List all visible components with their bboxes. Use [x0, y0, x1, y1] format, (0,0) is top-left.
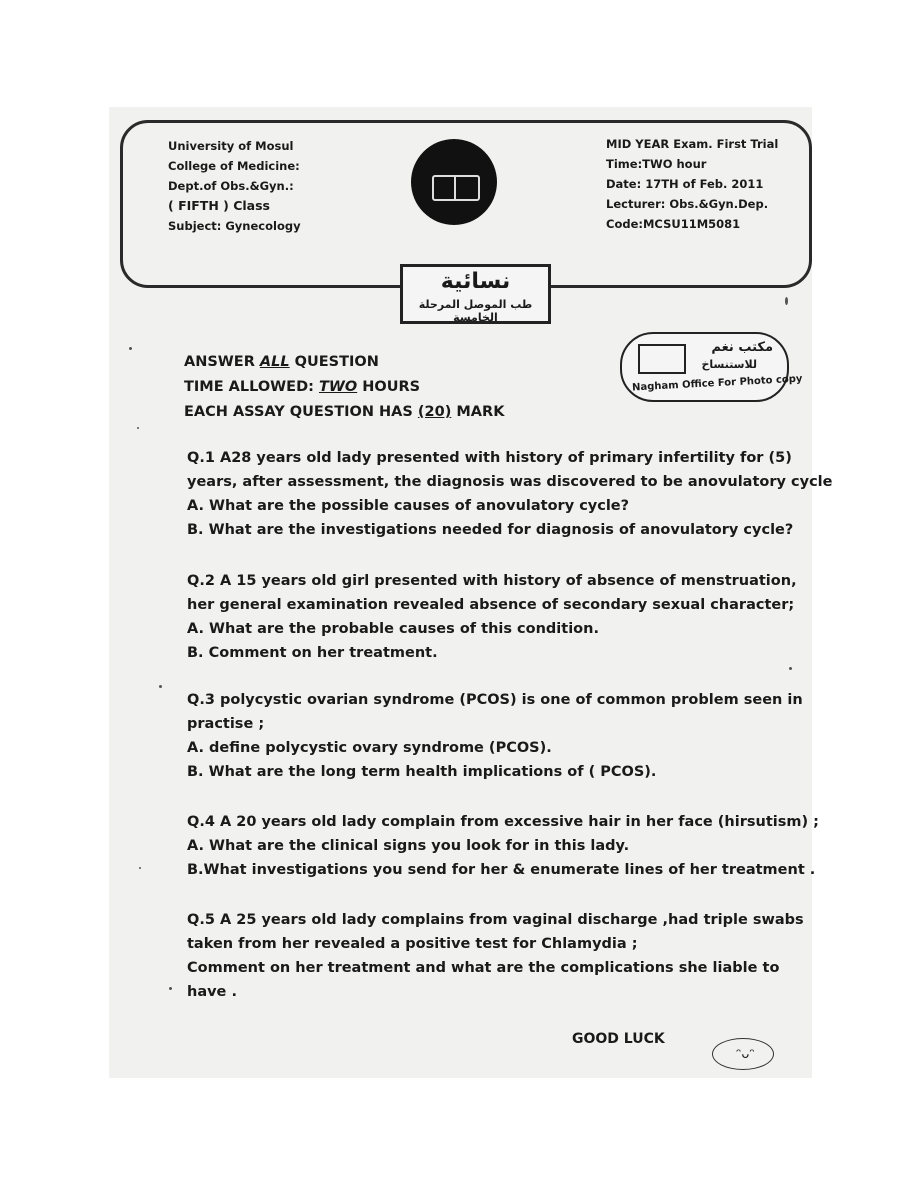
exam-title: MID YEAR Exam. First Trial	[606, 137, 779, 151]
course-stamp	[400, 264, 551, 324]
instructions	[184, 350, 504, 425]
question-part: A. What are the clinical signs you look for in this lady.	[187, 838, 630, 854]
paper-speck	[789, 667, 792, 670]
question-text: Q.5 A 25 years old lady complains from vaginal discharge ,had triple swabs	[187, 912, 804, 928]
question-part: B. What are the investigations needed for diagnosis of anovulatory cycle?	[187, 522, 794, 538]
office-stamp-en: Nagham Office For Photo copy	[631, 373, 803, 394]
question-part: Comment on her treatment and what are the complications she liable to	[187, 960, 780, 976]
paper-speck	[139, 867, 141, 869]
exam-lecturer: Lecturer: Obs.&Gyn.Dep.	[606, 197, 769, 211]
office-stamp-ar1: مكتب نغم	[711, 340, 773, 355]
question-text: practise ;	[187, 716, 265, 732]
question-text: her general examination revealed absence of secondary sexual character;	[187, 597, 795, 613]
header-right	[606, 134, 778, 234]
paper-speck	[159, 685, 162, 688]
department-name: Dept.of Obs.&Gyn.:	[168, 179, 294, 193]
class-line: ( FIFTH ) Class	[168, 198, 270, 213]
book-icon	[432, 175, 480, 201]
question-part: have .	[187, 984, 237, 1000]
stamp-logo-icon	[638, 344, 686, 374]
stamp-title: نسائية	[440, 269, 511, 294]
question-text: Q.3 polycystic ovarian syndrome (PCOS) is one of common problem seen in	[187, 692, 803, 708]
question-part: B. Comment on her treatment.	[187, 645, 438, 661]
exam-time: Time:TWO hour	[606, 157, 707, 171]
paper-speck	[137, 427, 139, 429]
college-name: College of Medicine:	[168, 159, 300, 173]
paper-speck	[129, 347, 132, 350]
office-stamp-ar2: للاستنساخ	[701, 358, 757, 371]
instruction-mark: EACH ASSAY QUESTION HAS (20) MARK	[184, 404, 505, 420]
question-text: years, after assessment, the diagnosis was discovered to be anovulatory cycle	[187, 474, 833, 490]
question-5	[187, 908, 804, 1004]
instruction-time: TIME ALLOWED: TWO HOURS	[184, 379, 421, 395]
exam-code: Code:MCSU11M5081	[606, 217, 741, 231]
subject-line: Subject: Gynecology	[168, 219, 301, 233]
exam-date: Date: 17TH of Feb. 2011	[606, 177, 764, 191]
question-text: Q.1 A28 years old lady presented with history of primary infertility for (5)	[187, 450, 792, 466]
header-left	[168, 136, 301, 236]
question-part: A. define polycystic ovary syndrome (PCOS).	[187, 740, 552, 756]
paper-speck	[785, 297, 788, 305]
stamp-subtitle: طب الموصل المرحلة الخامسة	[418, 298, 533, 324]
instruction-answer: ANSWER ALL QUESTION	[184, 354, 379, 370]
office-stamp	[620, 332, 803, 402]
question-text: Q.4 A 20 years old lady complain from excessive hair in her face (hirsutism) ;	[187, 814, 819, 830]
question-part: A. What are the possible causes of anovulatory cycle?	[187, 498, 630, 514]
question-part: B. What are the long term health implications of ( PCOS).	[187, 764, 657, 780]
university-name: University of Mosul	[168, 139, 294, 153]
question-part: A. What are the probable causes of this condition.	[187, 621, 599, 637]
question-1	[187, 446, 832, 542]
question-text: taken from her revealed a positive test for Chlamydia ;	[187, 936, 638, 952]
question-2	[187, 569, 797, 665]
paper-speck	[169, 987, 172, 990]
good-luck: GOOD LUCK	[572, 1031, 665, 1047]
question-part: B.What investigations you send for her & enumerate lines of her treatment .	[187, 862, 816, 878]
question-4	[187, 810, 819, 882]
question-3	[187, 688, 803, 784]
question-text: Q.2 A 15 years old girl presented with history of absence of menstruation,	[187, 573, 797, 589]
smiley-doodle-icon: ᵔᴗᵔ	[712, 1038, 774, 1070]
